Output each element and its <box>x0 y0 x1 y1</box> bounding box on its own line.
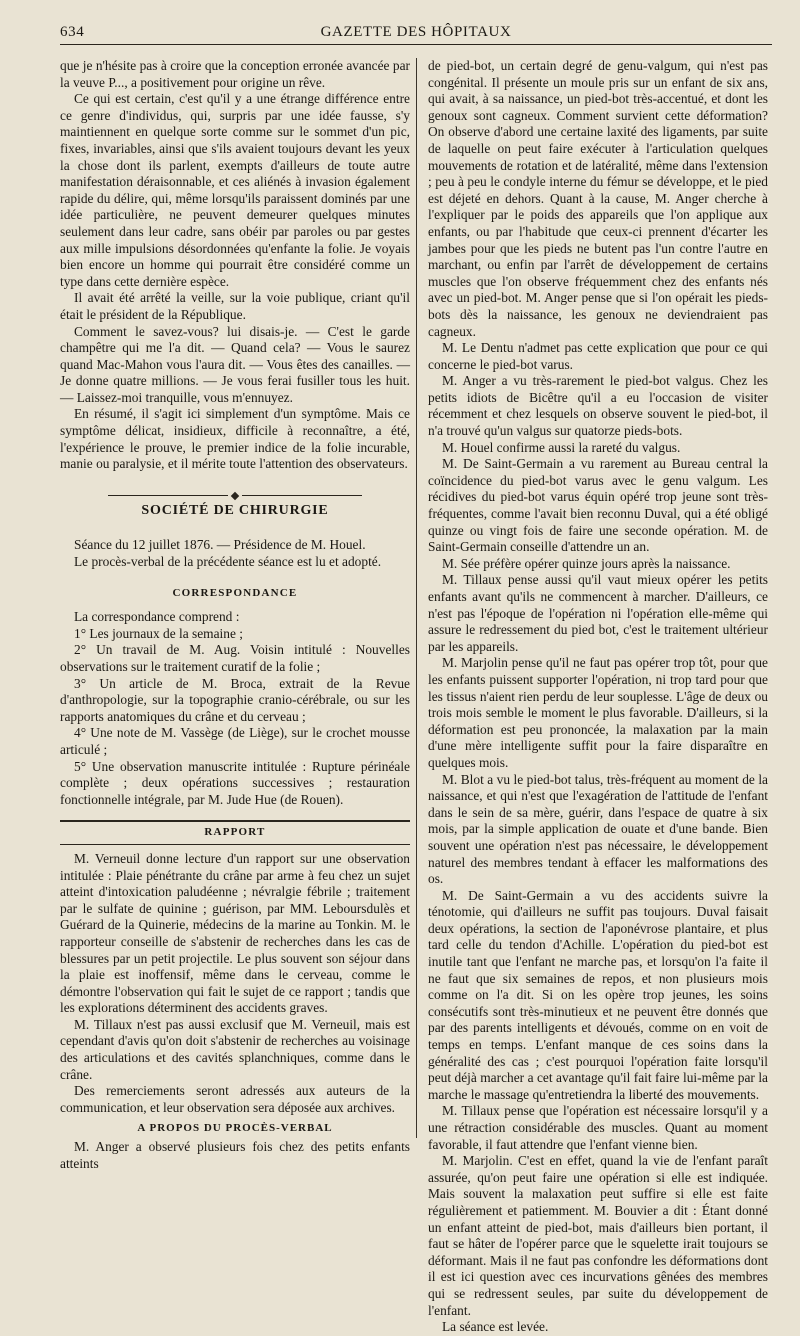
paragraph: M. Sée préfère opérer quinze jours après la naissance. <box>442 555 731 571</box>
paragraph: M. Tillaux pense que l'opération est nécessaire lorsqu'il y a une rétraction considérable des muscles. Quant au moment favorable, il faut attendre que l'enfant vienne bien. <box>428 1103 768 1152</box>
paragraph: M. Anger a vu très-rarement le pied-bot valgus. Chez les petits idiots de Bicêtre qu'il a eu l'occasion de visiter récemment et chez lesquels on observe souvent le pied-bot, il n'a trouvé qu'un valgus sur quatorze pieds-bots. <box>428 373 768 439</box>
anger-paragraph: M. Anger a observé plusieurs fois chez des petits enfants atteints <box>60 1139 410 1171</box>
left-column <box>60 58 410 1171</box>
paragraph: En résumé, il s'agit ici simplement d'un symptôme. Mais ce symptôme délicat, insidieux, difficile à reconnaître, a été, l'expérience le prouve, le premier indice de la folie incurable, manie ou paralysie, et il mérite toute l'attention des observateurs. <box>60 406 410 472</box>
right-column <box>428 58 768 1335</box>
correspondence-intro: La correspondance comprend : <box>74 609 240 625</box>
section-separator <box>60 487 410 497</box>
list-item: 5° Une observation manuscrite intitulée : Rupture périnéale complète ; deux opérations successives ; restauration fonctionnelle intégrale, par M. Jude Hue (de Rouen). <box>60 758 410 807</box>
paragraph: que je n'hésite pas à croire que la conception erronée avancée par la veuve P..., a positivement pour origine un rêve. <box>60 58 410 90</box>
paragraph: M. Blot a vu le pied-bot talus, très-fréquent au moment de la naissance, et qui n'est que l'exagération de l'attitude de l'enfant dans le sein de sa mère, guérir, dans l'espace de quatre à six mois, par la simple application de ouate et d'une bande. Bien souvent une opération n'est pas nécessaire, le développement naturel des membres tendant à effacer les malformations des os. <box>428 771 768 887</box>
paragraph: M. Marjolin. C'est en effet, quand la vie de l'enfant paraît assurée, qu'on peut faire une opération si elle est indiquée. Mais souvent la malaxation peut suffire si elle est faite régulièrement et patiemment. M. Bouvier a dit : Étant donné un enfant atteint de pied-bot, mais d'ailleurs bien portant, il faut se hâter de l'opérer parce que le squelette irait toujours se déformant. Mais il ne faut pas confondre les déformations dont il est ici question avec ces incurvations gênées des membres qui se redressent seules, par suite du développement de l'enfant. <box>428 1153 768 1318</box>
rapport-heading: RAPPORT <box>60 824 410 845</box>
tillaux-paragraph: M. Tillaux n'est pas aussi exclusif que M. Verneuil, mais est cependant d'avis qu'on doit s'abstenir de recherches au voisinage des articulations et des cavités splanchniques, comme dans le crâne. <box>60 1016 410 1082</box>
paragraph: M. Tillaux pense aussi qu'il vaut mieux opérer les petits enfants avant qu'ils ne commencent à marcher. D'ailleurs, ce n'est pas l'époque de l'opération ni l'opération elle-même qui assure le redressement du pied bot, c'est le traitement ultérieur par les appareils. <box>428 572 768 654</box>
session-closing: La séance est levée. <box>442 1319 549 1335</box>
paragraph: Ce qui est certain, c'est qu'il y a une étrange différence entre ce genre d'individus, qui, surpris par une idée fausse, s'y maintiennent en quelque sorte comme sur le sommet d'un pic, fixes, invariables, ainsi que s'ils avaient toujours devant les yeux la chose dont ils parlent, exempts d'ailleurs de toute autre manifestation déraisonnable, et ces aliénés à invasion également rapide du délire, qui, même lorsqu'ils paraissent dominés par une idée particulière, ne peuvent demeurer quelques minutes seulement dans leur cadre, sans obéir par paroles ou par gestes aux mille impulsions désordonnées qu'enfante la folie. Je voyais bien encore un homme qui pourrait être considéré comme un type dans cette dernière espèce. <box>60 91 410 289</box>
journal-title: GAZETTE DES HÔPITAUX <box>320 24 512 40</box>
paragraph: Comment le savez-vous? lui disais-je. — C'est le garde champêtre qui me l'a dit. — Quand cela? — Vous le saurez quand Mac-Mahon vous l'aura dit. — Vous êtes des canailles. — Je donne quatre millions. — Je vous ferai fusiller tous les huit. — Laissez-moi tranquille, vous m'ennuyez. <box>60 323 410 405</box>
column-divider <box>416 58 417 1138</box>
rapport-rule <box>60 820 410 822</box>
list-item: 3° Un article de M. Broca, extrait de la Revue d'anthropologie, sur la topographie cranio-cérébrale, ou sur les rapports anatomiques du crâne et du cerveau ; <box>60 675 410 724</box>
correspondence-heading: CORRESPONDANCE <box>172 586 298 599</box>
page-number: 634 <box>60 24 85 40</box>
paragraph: M. De Saint-Germain a vu rarement au Bureau central la coïncidence du pied-bot varus avec le genu valgum. Les récidives du pied-bot varus équin opéré trop jeune sont très-fréquentes, comme l'avait bien reconnu Duval, qui a été obligé quinze ou vingt fois de faire une seconde opération. M. de Saint-Germain conseille d'attendre un an. <box>428 456 768 555</box>
list-item: 2° Un travail de M. Aug. Voisin intitulé : Nouvelles observations sur le traitement curatif de la folie ; <box>60 642 410 674</box>
propos-heading: A PROPOS DU PROCÈS-VERBAL <box>137 1122 333 1135</box>
closing-paragraph: Des remerciements seront adressés aux auteurs de la communication, et leur observation sera déposée aux archives. <box>60 1083 410 1115</box>
minutes-line: Le procès-verbal de la précédente séance est lu et adopté. <box>74 554 382 570</box>
paragraph: M. Houel confirme aussi la rareté du valgus. <box>442 439 681 455</box>
running-head <box>60 22 772 45</box>
list-item: 4° Une note de M. Vassège (de Liège), sur le crochet mousse articulé ; <box>60 725 410 757</box>
paragraph: Il avait été arrêté la veille, sur la voie publique, criant qu'il était le président de la République. <box>60 290 410 322</box>
paragraph: M. Le Dentu n'admet pas cette explication que pour ce qui concerne le pied-bot varus. <box>428 340 768 372</box>
list-item: 1° Les journaux de la semaine ; <box>74 625 243 641</box>
paragraph: de pied-bot, un certain degré de genu-valgum, qui n'est pas congénital. Il présente un moule pris sur un enfant de six ans, qui avait, à sa naissance, un pied-bot très-accentué, et dont les genoux sont cagneux. Comment survient cette déformation? On observe d'abord une certaine laxité des ligaments, par suite de laquelle on peut faire exécuter à l'articulation quelques mouvements de rotation et de latéralité, même dans l'extension ; peu à peu le condyle interne du fémur se développe, et le pied est déjeté en dehors. Quant à la cause, M. Anger cherche à l'expliquer par le poids des appareils que l'on applique aux enfants, ou par l'habitude que ceux-ci prennent d'écarter les jambes pour que les pieds ne butent pas l'un contre l'autre en marchant, ou enfin par l'arrêt de développement de certains muscles que l'on observe fréquemment chez des enfants nés avec un pied-bot. M. Anger pense que si l'on opérait les pieds-bots dès la naissance, les genoux ne deviendraient pas cagneux. <box>428 58 768 339</box>
paragraph: M. Marjolin pense qu'il ne faut pas opérer trop tôt, pour que les enfants puissent supporter l'opération, ni trop tard pour que les tissus n'aient rien perdu de leur souplesse. L'âge de deux ou trois mois semble le moment le plus favorable. D'ailleurs, si la déformation est peu prononcée, la malaxation par la main d'une mère intelligente suffit pour la faire disparaître en quelques mois. <box>428 655 768 770</box>
paragraph: M. De Saint-Germain a vu des accidents suivre la ténotomie, qui d'ailleurs ne suffit pas toujours. Duval faisait deux opérations, la section de l'aponévrose plantaire, et plus tard celle du tendon d'Achille. L'opération du pied-bot est inutile tant que l'enfant ne marche pas, et lorsqu'on l'a faite il ne faut que six semaines de repos, et non plusieurs mois comme on l'a dit. Si on les opère trop jeunes, les soins consécutifs sont très-minutieux et ne peuvent être donnés que par des parents intelligents et dévoués, comme on en voit de temps en temps. L'enfant manque de ces soins dans la généralité des cas ; c'est pourquoi l'opération faite lorsqu'il peut déjà marcher a cet avantage qu'il fait faire lui-même par la marche le massage qu'entretiendra la liberté des mouvements. <box>428 887 768 1102</box>
rapport-paragraph: M. Verneuil donne lecture d'un rapport sur une observation intitulée : Plaie pénétrante du crâne par arme à feu chez un sujet atteint d'intoxication paludéenne ; névralgie fébrile ; traitement par le sulfate de quinine ; guérison, par MM. Leboursdulès et Guérard de la Quinerie, médecins de la marine au Tonkin. M. le rapporteur conseille de s'abstenir de recherches dans les cas de blessures par un petit projectile. Le plus souvent son séjour dans la plaie est inoffensif, même dans le cerveau, comme le démontre l'observation qui fait le sujet de ce rapport ; tandis que les explorations déterminent des accidents graves. <box>60 850 410 1016</box>
session-line: Séance du 12 juillet 1876. — Présidence de M. Houel. <box>74 537 366 553</box>
society-title: SOCIÉTÉ DE CHIRURGIE <box>141 502 329 518</box>
